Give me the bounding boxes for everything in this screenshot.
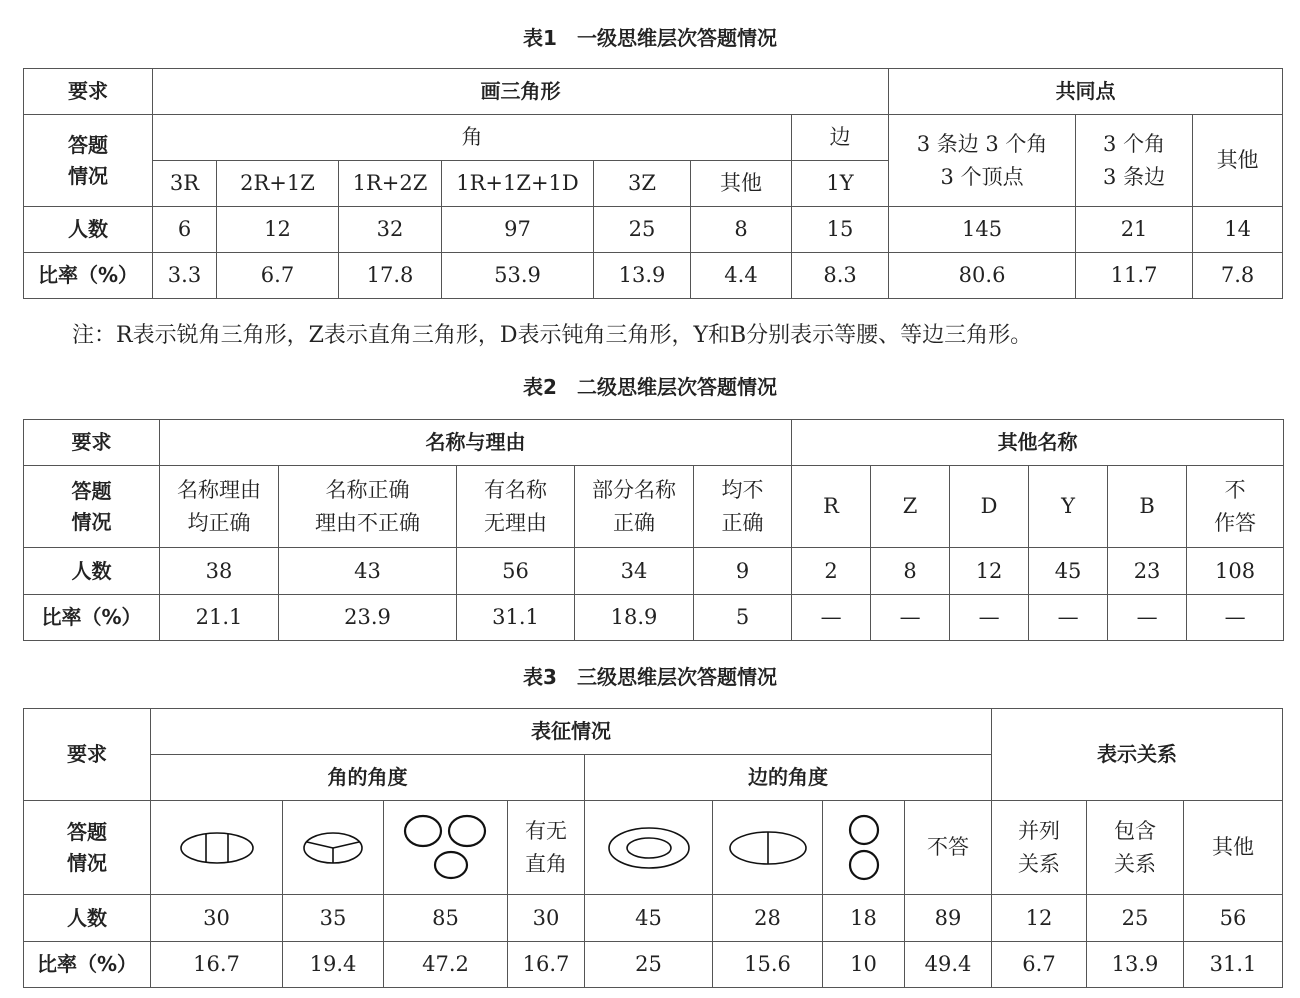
t2-rate-cell: 23.9 [279, 595, 457, 641]
ellipse-split-y-icon [283, 801, 384, 895]
t1-rate-cell: 3.3 [153, 253, 217, 299]
t1-count-cell: 15 [792, 207, 889, 253]
t3-rate-cell: 49.4 [905, 942, 992, 988]
t2-rate-cell: — [1187, 595, 1284, 641]
t3-requirement-label: 要求 [24, 709, 151, 801]
t1-angle-col: 3R [153, 161, 217, 207]
t1-angle-col: 1R+1Z+1D [442, 161, 594, 207]
t3-count-cell: 35 [283, 895, 384, 942]
t3-rate-cell: 6.7 [992, 942, 1087, 988]
three-circles-icon [384, 801, 508, 895]
t2-reason-col: 有名称 无理由 [457, 466, 575, 548]
t1-angle-col: 3Z [594, 161, 691, 207]
t2-count-cell: 12 [950, 548, 1029, 595]
t3-count-cell: 45 [585, 895, 713, 942]
t2-count-cell: 38 [160, 548, 279, 595]
t1-count-cell: 97 [442, 207, 594, 253]
t2-rate-cell: — [871, 595, 950, 641]
t3-relation-col: 包含 关系 [1087, 801, 1184, 895]
t2-requirement-label: 要求 [24, 420, 160, 466]
t3-count-cell: 85 [384, 895, 508, 942]
t2-reason-col: 均不 正确 [694, 466, 792, 548]
t1-count-cell: 12 [217, 207, 339, 253]
t2-count-cell: 2 [792, 548, 871, 595]
t3-rate-cell: 13.9 [1087, 942, 1184, 988]
t1-count-cell: 32 [339, 207, 442, 253]
t3-rate-cell: 47.2 [384, 942, 508, 988]
t1-count-cell: 14 [1193, 207, 1283, 253]
t1-requirement-label: 要求 [24, 69, 153, 115]
t1-count-cell: 6 [153, 207, 217, 253]
t2-rate-cell: 31.1 [457, 595, 575, 641]
t3-sub-side-view: 边的角度 [585, 755, 992, 801]
t3-rate-cell: 15.6 [713, 942, 823, 988]
t2-name-col: Z [871, 466, 950, 548]
t2-name-col: D [950, 466, 1029, 548]
t3-answer-label: 答题 情况 [24, 801, 151, 895]
table1 [23, 68, 1283, 299]
t3-angle-text-col: 有无 直角 [508, 801, 585, 895]
t3-side-text-col: 不答 [905, 801, 992, 895]
t3-rate-cell: 25 [585, 942, 713, 988]
t2-name-col: B [1108, 466, 1187, 548]
t2-group-name-reason: 名称与理由 [160, 420, 792, 466]
t2-reason-col: 名称正确 理由不正确 [279, 466, 457, 548]
t3-count-cell: 12 [992, 895, 1087, 942]
table2 [23, 419, 1284, 641]
t1-count-cell: 21 [1076, 207, 1193, 253]
t2-group-other-names: 其他名称 [792, 420, 1284, 466]
t2-rate-cell: 5 [694, 595, 792, 641]
t1-count-cell: 145 [889, 207, 1076, 253]
t3-group-relation: 表示关系 [992, 709, 1283, 801]
t2-rate-cell: — [1108, 595, 1187, 641]
t2-count-label: 人数 [24, 548, 160, 595]
t3-relation-col: 并列 关系 [992, 801, 1087, 895]
t2-rate-cell: 18.9 [575, 595, 694, 641]
t3-rate-cell: 16.7 [151, 942, 283, 988]
t3-relation-col: 其他 [1184, 801, 1283, 895]
t2-rate-cell: 21.1 [160, 595, 279, 641]
t2-count-cell: 23 [1108, 548, 1187, 595]
t1-answer-label: 答题 情况 [24, 115, 153, 207]
t1-common-col: 3 条边 3 个角 3 个顶点 [889, 115, 1076, 207]
t3-count-cell: 28 [713, 895, 823, 942]
t1-count-cell: 8 [691, 207, 792, 253]
t1-sub-side: 边 [792, 115, 889, 161]
t2-count-cell: 45 [1029, 548, 1108, 595]
t1-common-col: 其他 [1193, 115, 1283, 207]
t2-count-cell: 8 [871, 548, 950, 595]
t3-count-cell: 18 [823, 895, 905, 942]
table1-caption: 表1 一级思维层次答题情况 [523, 26, 777, 50]
t3-count-cell: 30 [151, 895, 283, 942]
t3-group-representation: 表征情况 [151, 709, 992, 755]
table3-caption: 表3 三级思维层次答题情况 [523, 665, 777, 689]
t1-angle-col: 1R+2Z [339, 161, 442, 207]
t2-rate-cell: — [792, 595, 871, 641]
t1-rate-cell: 17.8 [339, 253, 442, 299]
t2-count-cell: 9 [694, 548, 792, 595]
t2-reason-col: 名称理由 均正确 [160, 466, 279, 548]
t1-rate-cell: 8.3 [792, 253, 889, 299]
t1-rate-cell: 11.7 [1076, 253, 1193, 299]
table2-caption: 表2 二级思维层次答题情况 [523, 375, 777, 399]
t2-rate-label: 比率（%） [24, 595, 160, 641]
t1-group-draw-triangle: 画三角形 [153, 69, 889, 115]
t1-rate-cell: 7.8 [1193, 253, 1283, 299]
t2-count-cell: 108 [1187, 548, 1284, 595]
t1-common-col: 3 个角 3 条边 [1076, 115, 1193, 207]
t3-rate-cell: 31.1 [1184, 942, 1283, 988]
t2-name-col: 不 作答 [1187, 466, 1284, 548]
t2-name-col: Y [1029, 466, 1108, 548]
t1-rate-label: 比率（%） [24, 253, 153, 299]
t1-count-label: 人数 [24, 207, 153, 253]
two-stacked-circles-icon [823, 801, 905, 895]
t2-rate-cell: — [1029, 595, 1108, 641]
t1-angle-col: 其他 [691, 161, 792, 207]
t2-rate-cell: — [950, 595, 1029, 641]
t1-count-cell: 25 [594, 207, 691, 253]
t3-rate-cell: 10 [823, 942, 905, 988]
table3 [23, 708, 1283, 988]
t3-rate-cell: 16.7 [508, 942, 585, 988]
t2-count-cell: 34 [575, 548, 694, 595]
t3-count-cell: 30 [508, 895, 585, 942]
t1-rate-cell: 13.9 [594, 253, 691, 299]
table1-note: 注：R表示锐角三角形，Z表示直角三角形，D表示钝角三角形，Y和B分别表示等腰、等边三角形。 [72, 323, 1033, 348]
t2-reason-col: 部分名称 正确 [575, 466, 694, 548]
t3-count-cell: 56 [1184, 895, 1283, 942]
t3-count-cell: 89 [905, 895, 992, 942]
t1-group-common: 共同点 [889, 69, 1283, 115]
t2-count-cell: 56 [457, 548, 575, 595]
t3-count-cell: 25 [1087, 895, 1184, 942]
t1-rate-cell: 80.6 [889, 253, 1076, 299]
t1-rate-cell: 4.4 [691, 253, 792, 299]
ellipse-split-two-icon [713, 801, 823, 895]
t1-sub-angle: 角 [153, 115, 792, 161]
t2-name-col: R [792, 466, 871, 548]
t3-sub-angle-view: 角的角度 [151, 755, 585, 801]
t1-rate-cell: 53.9 [442, 253, 594, 299]
t1-rate-cell: 6.7 [217, 253, 339, 299]
t3-rate-cell: 19.4 [283, 942, 384, 988]
t2-answer-label: 答题 情况 [24, 466, 160, 548]
t1-side-col: 1Y [792, 161, 889, 207]
ellipse-split-three-icon [151, 801, 283, 895]
t3-count-label: 人数 [24, 895, 151, 942]
t1-angle-col: 2R+1Z [217, 161, 339, 207]
t3-rate-label: 比率（%） [24, 942, 151, 988]
concentric-ellipses-icon [585, 801, 713, 895]
t2-count-cell: 43 [279, 548, 457, 595]
